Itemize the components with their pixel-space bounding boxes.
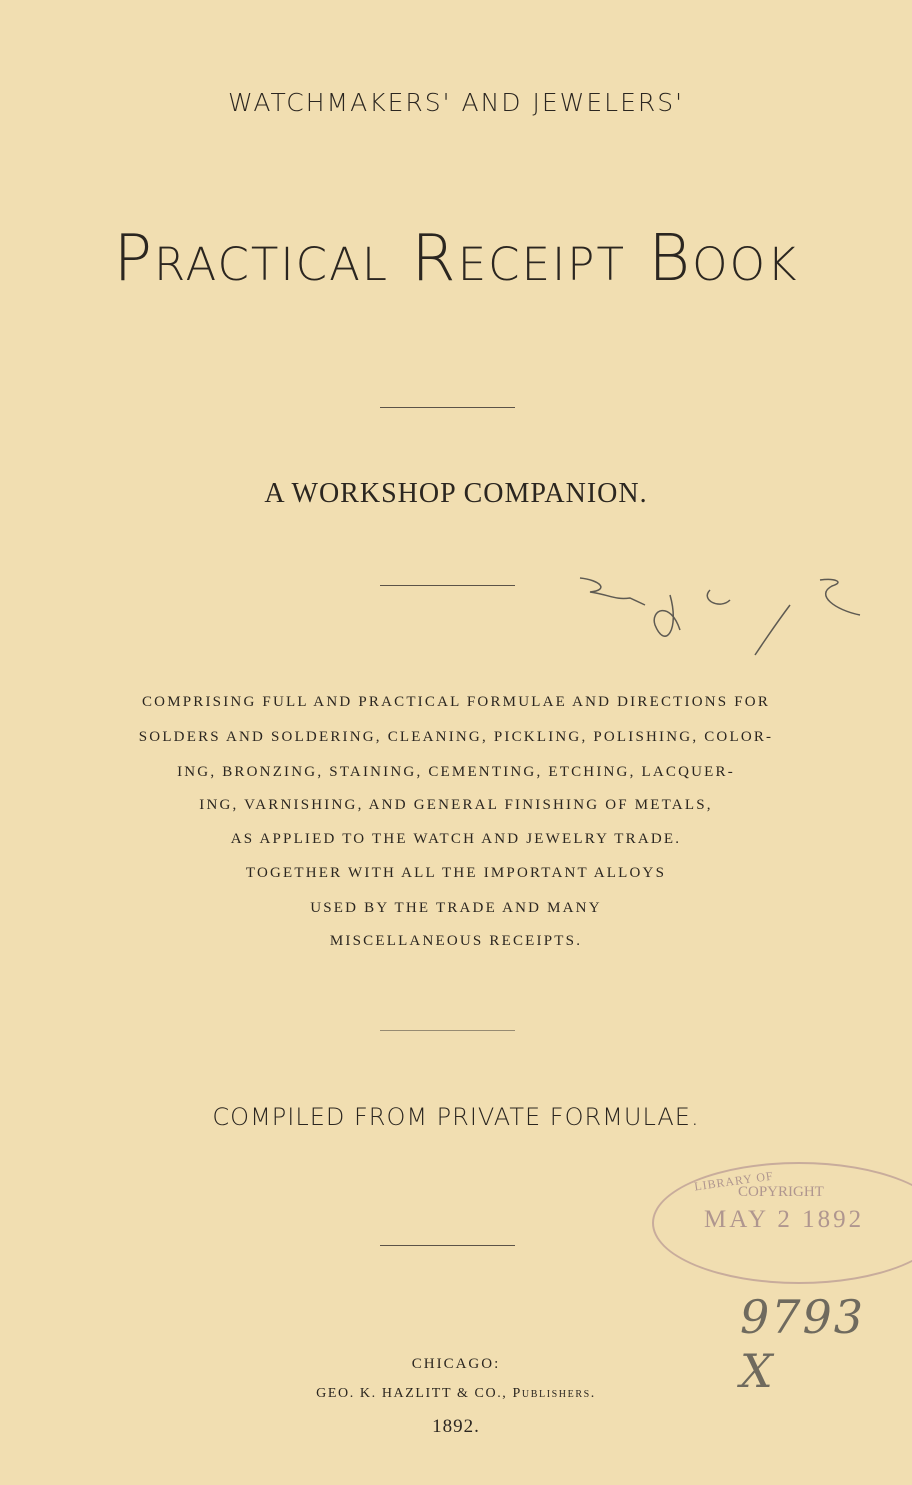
publisher-suffix: Publishers. [512, 1386, 596, 1401]
description-line: ING, VARNISHING, AND GENERAL FINISHING OF METALS, [199, 797, 713, 813]
handwritten-signature [570, 570, 890, 680]
compiled-note: COMPILED FROM PRIVATE FORMULAE. [212, 1103, 700, 1131]
divider-rule [380, 407, 515, 408]
book-title: Practical Receipt Book [113, 222, 799, 296]
imprint-city: CHICAGO: [411, 1356, 501, 1372]
description-line: COMPRISING FULL AND PRACTICAL FORMULAE AND DIRECTIONS FOR [141, 694, 771, 710]
subtitle: A WORKSHOP COMPANION. [264, 478, 648, 509]
description-line: MISCELLANEOUS RECEIPTS. [329, 933, 583, 949]
description-line: TOGETHER WITH ALL THE IMPORTANT ALLOYS [245, 865, 667, 881]
stamp-date: MAY 2 1892 [704, 1206, 865, 1233]
imprint-publisher [0, 1386, 912, 1402]
accession-number: 9793 X [740, 1290, 866, 1398]
divider-rule [380, 1030, 515, 1031]
header-line: WATCHMAKERS' AND JEWELERS' [227, 88, 685, 117]
description-line: ING, BRONZING, STAINING, CEMENTING, ETCHING, LACQUER- [177, 764, 735, 780]
description-line: AS APPLIED TO THE WATCH AND JEWELRY TRADE. [230, 831, 682, 847]
copyright-stamp [652, 1162, 912, 1284]
stamp-line: LIBRARY OF [693, 1168, 775, 1194]
stamp-line: COPYRIGHT [738, 1184, 824, 1200]
imprint-year: 1892. [432, 1416, 480, 1437]
divider-rule [380, 585, 515, 586]
divider-rule [380, 1245, 515, 1246]
publisher-name: GEO. K. HAZLITT & CO., [316, 1386, 508, 1401]
description-line: SOLDERS AND SOLDERING, CLEANING, PICKLING, POLISHING, COLOR- [138, 729, 774, 745]
description-line: USED BY THE TRADE AND MANY [310, 900, 602, 916]
